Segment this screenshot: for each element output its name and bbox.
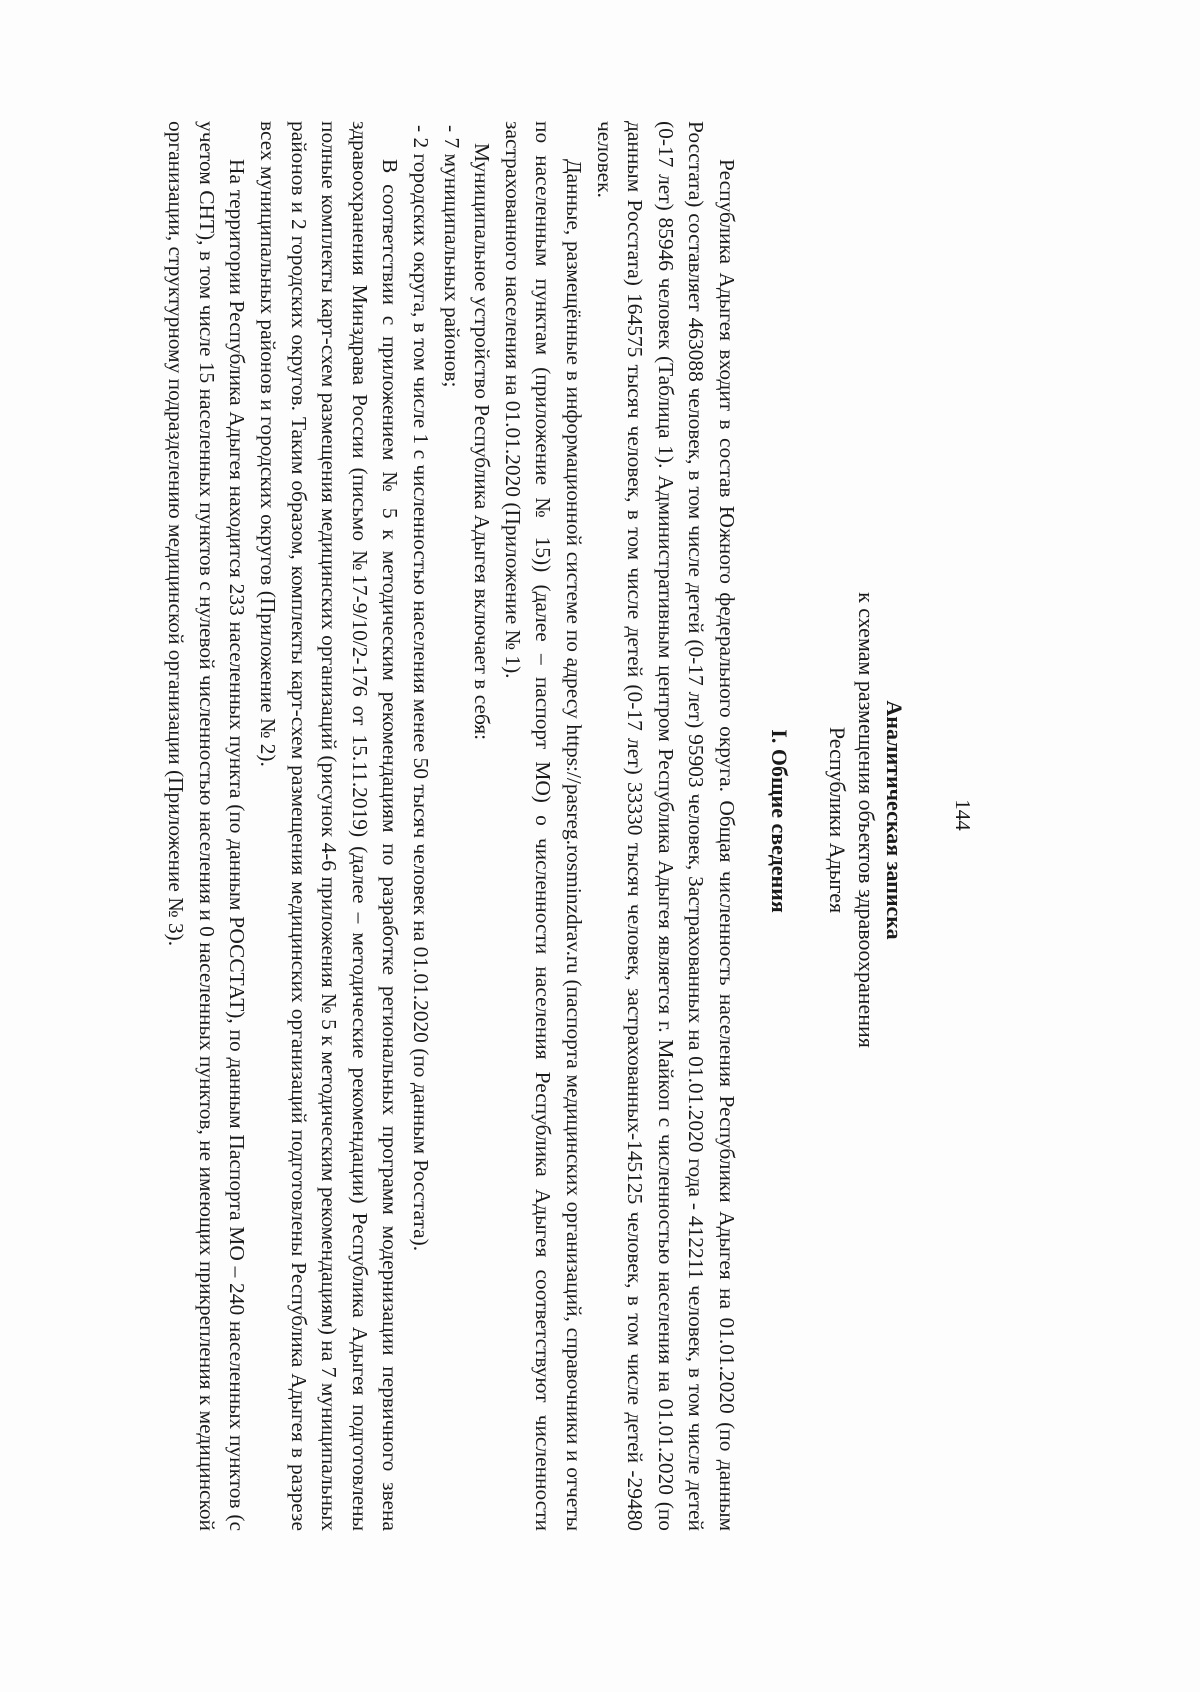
paragraph-population: Республика Адыгея входит в состав Южного федерального округа. Общая численность населения Республики Адыгея на 01.01.2020 (по данным Росстата) составляет 463088 человек, в том числе детей (0-17 лет) 95903 человек, Застрахованных на 01.01.2020 года - 412211 человек, в том числе детей (0-17 лет) 85946 человек (Таблица 1). Административным центром Республика Адыгея является г. Майкоп с численностью населения на 01.01.2020 (по данным Росстата) 164575 тысяч человек, в том числе детей (0-17 лет) 33330 тысяч человек, застрахованных-145125 человек, в том числе детей -29480 человек. [592,121,739,1531]
paragraph-methodology: В соответствии с приложением № 5 к методическим рекомендациям по разработке региональных программ модернизации первичного звена здравоохранения Минздрава России (письмо №17-9/10/2-176 от 15.11.2019) (далее – методические рекомендации) Республика Адыгея подготовлены полные комплекты карт-схем размещения медицинских организаций (рисунок 4-6 приложения № 5 к методическим рекомендациям) на 7 муниципальных районов и 2 городских округов. Таким образом, комплекты карт-схем размещения медицинских организаций подготовлены Республика Адыгея в разрезе всех муниципальных районов и городских округов (Приложение № 2). [256,121,403,1531]
list-item-districts: - 7 муниципальных районов; [439,125,464,388]
body-text [161,121,742,1531]
paragraph-settlements: На территории Республика Адыгея находится 233 населенных пункта (по данным РОССТАТ), по данным Паспорта МО – 240 населенных пунктов (с учетом СНТ), в том числе 15 населенных пунктов с нулевой численностью населения и 0 населенных пунктов, не имеющих прикрепления к медицинской организации, структурному подразделению медицинской организации (Приложение № 3). [164,121,250,1531]
document-subtitle: к схемам размещения объектов здравоохранения [854,592,879,1048]
paragraph-municipal-structure: Муниципальное устройство Республика Адыгея включает в себя: [470,143,495,741]
section-heading: I. Общие сведения [767,729,792,913]
paragraph-data-sources: Данные, размещённые в информационной системе по адресу https://pasreg.rosminzdrav.ru (паспорта медицинских организаций, справочники и отчеты по населенным пунктам (приложение № 15)) (далее – паспорт МО) о численности населения Республика Адыгея соответствуют численности застрахованного населения на 01.01.2020 (Приложение № 1). [500,121,587,1531]
document-subtitle-region: Республики Адыгея [825,726,850,914]
document-title: Аналитическая записка [882,700,907,940]
page-number: 144 [951,799,975,831]
document-body [161,121,978,1531]
list-item-city-districts: - 2 городских округа, в том числе 1 с численностью населения менее 50 тысяч человек на 01.01.2020 (по данным Росстата). [409,125,434,1252]
